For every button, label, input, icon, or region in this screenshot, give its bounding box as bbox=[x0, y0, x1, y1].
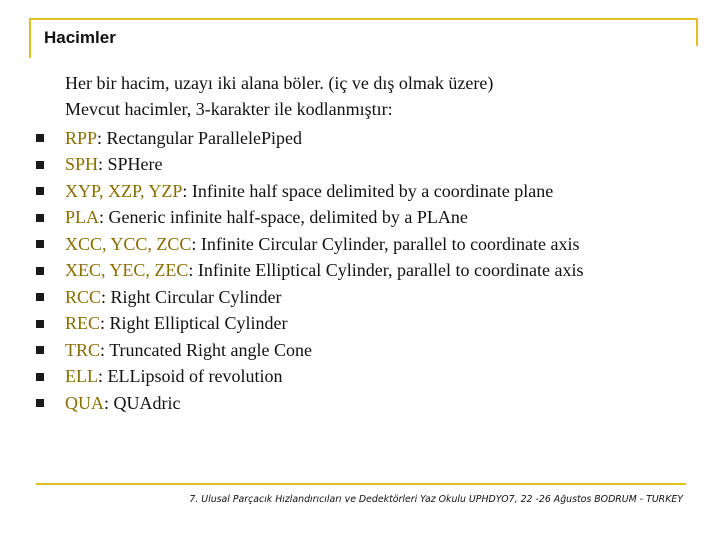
volume-description: : Infinite half space delimited by a coordinate plane bbox=[182, 180, 554, 201]
square-bullet-icon bbox=[36, 399, 44, 407]
volume-code: RPP bbox=[65, 127, 98, 148]
volume-description: : Right Elliptical Cylinder bbox=[100, 313, 288, 334]
footer-divider bbox=[36, 483, 686, 485]
volume-code: XCC, YCC, ZCC bbox=[65, 233, 192, 254]
list-item bbox=[36, 364, 583, 391]
volume-code: REC bbox=[65, 313, 101, 334]
list-item bbox=[36, 337, 583, 364]
title-frame-right bbox=[696, 18, 698, 46]
volume-code: TRC bbox=[65, 339, 101, 360]
list-item bbox=[36, 258, 583, 285]
list-item bbox=[36, 284, 583, 311]
square-bullet-icon bbox=[36, 240, 44, 248]
footer-text: 7. Ulusal Parçacık Hızlandırıcıları ve Dedektörleri Yaz Okulu UPHDYO7, 22 -26 Ağustos BODRUM - TURKEY bbox=[189, 494, 683, 505]
list-item bbox=[36, 178, 583, 205]
list-item bbox=[36, 152, 583, 179]
square-bullet-icon bbox=[36, 214, 44, 222]
volume-description: : Truncated Right angle Cone bbox=[100, 339, 312, 360]
square-bullet-icon bbox=[36, 187, 44, 195]
list-item bbox=[36, 390, 583, 417]
volume-list bbox=[36, 125, 583, 417]
volume-code: RCC bbox=[65, 286, 102, 307]
square-bullet-icon bbox=[36, 320, 44, 328]
volume-description: : Infinite Elliptical Cylinder, parallel to coordinate axis bbox=[188, 260, 584, 281]
volume-description: : SPHere bbox=[98, 154, 163, 175]
list-item bbox=[36, 125, 583, 152]
square-bullet-icon bbox=[36, 267, 44, 275]
volume-code: PLA bbox=[65, 207, 100, 228]
volume-code: XYP, XZP, YZP bbox=[65, 180, 183, 201]
volume-description: : Infinite Circular Cylinder, parallel to coordinate axis bbox=[191, 233, 580, 254]
volume-code: QUA bbox=[65, 392, 104, 413]
square-bullet-icon bbox=[36, 293, 44, 301]
volume-description: : ELLipsoid of revolution bbox=[98, 366, 283, 387]
square-bullet-icon bbox=[36, 134, 44, 142]
square-bullet-icon bbox=[36, 161, 44, 169]
list-item bbox=[36, 231, 583, 258]
intro-line-1: Her bir hacim, uzayı iki alana böler. (iç ve dış olmak üzere) bbox=[65, 73, 494, 93]
list-item bbox=[36, 311, 583, 338]
square-bullet-icon bbox=[36, 346, 44, 354]
list-item bbox=[36, 205, 583, 232]
volume-code: SPH bbox=[65, 154, 99, 175]
volume-code: XEC, YEC, ZEC bbox=[65, 260, 189, 281]
title-frame-top bbox=[29, 18, 698, 20]
title-frame-left bbox=[29, 18, 31, 58]
slide-title: Hacimler bbox=[44, 28, 116, 47]
square-bullet-icon bbox=[36, 373, 44, 381]
volume-description: : Right Circular Cylinder bbox=[101, 286, 282, 307]
volume-code: ELL bbox=[65, 366, 98, 387]
volume-description: : Rectangular ParallelePiped bbox=[97, 127, 302, 148]
volume-description: : QUAdric bbox=[104, 392, 181, 413]
intro-line-2: Mevcut hacimler, 3-karakter ile kodlanmıştır: bbox=[65, 99, 393, 119]
volume-description: : Generic infinite half-space, delimited by a PLAne bbox=[99, 207, 468, 228]
